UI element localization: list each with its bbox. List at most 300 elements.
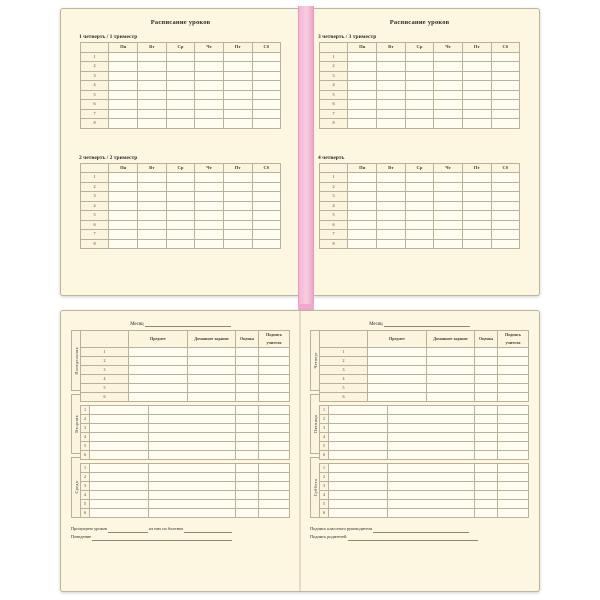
- lesson-cell[interactable]: [166, 182, 195, 192]
- table-row[interactable]: [80, 52, 280, 62]
- lesson-cell[interactable]: [223, 239, 252, 249]
- lesson-cell[interactable]: [195, 230, 224, 240]
- mark-cell[interactable]: [475, 357, 498, 366]
- lesson-cell[interactable]: [491, 71, 520, 81]
- table-row[interactable]: [320, 473, 529, 482]
- table-row[interactable]: [81, 424, 290, 433]
- mark-cell[interactable]: [475, 375, 498, 384]
- mark-cell[interactable]: [236, 451, 259, 460]
- homework-table-monday[interactable]: [80, 330, 290, 402]
- parents-input-rule[interactable]: [348, 535, 478, 541]
- lesson-cell[interactable]: [434, 109, 463, 119]
- lesson-cell[interactable]: [166, 211, 195, 221]
- lesson-cell[interactable]: [166, 109, 195, 119]
- table-row[interactable]: [80, 100, 280, 110]
- table-row[interactable]: [319, 211, 519, 221]
- homework-cell[interactable]: [427, 375, 475, 384]
- homework-cell[interactable]: [188, 375, 236, 384]
- mark-cell[interactable]: [236, 464, 259, 473]
- lesson-cell[interactable]: [348, 100, 377, 110]
- signature-cell[interactable]: [498, 482, 529, 491]
- lesson-cell[interactable]: [377, 182, 406, 192]
- signature-cell[interactable]: [259, 384, 290, 393]
- table-row[interactable]: [319, 230, 519, 240]
- table-row[interactable]: [320, 491, 529, 500]
- lesson-cell[interactable]: [166, 201, 195, 211]
- signature-cell[interactable]: [259, 442, 290, 451]
- table-row[interactable]: [81, 433, 290, 442]
- signature-cell[interactable]: [259, 366, 290, 375]
- table-row[interactable]: [81, 348, 290, 357]
- lesson-cell[interactable]: [491, 62, 520, 72]
- lesson-cell[interactable]: [223, 90, 252, 100]
- lesson-cell[interactable]: [348, 182, 377, 192]
- table-row[interactable]: [80, 90, 280, 100]
- lesson-cell[interactable]: [138, 62, 167, 72]
- lesson-cell[interactable]: [109, 239, 138, 249]
- subject-cell[interactable]: [90, 451, 149, 460]
- lesson-cell[interactable]: [377, 62, 406, 72]
- lesson-cell[interactable]: [434, 90, 463, 100]
- lesson-cell[interactable]: [434, 182, 463, 192]
- lesson-cell[interactable]: [491, 119, 520, 129]
- lesson-cell[interactable]: [377, 230, 406, 240]
- homework-cell[interactable]: [427, 348, 475, 357]
- lesson-cell[interactable]: [195, 239, 224, 249]
- homework-cell[interactable]: [149, 451, 236, 460]
- mark-cell[interactable]: [475, 442, 498, 451]
- table-row[interactable]: [319, 62, 519, 72]
- lesson-cell[interactable]: [109, 100, 138, 110]
- mark-cell[interactable]: [236, 500, 259, 509]
- lesson-cell[interactable]: [462, 239, 491, 249]
- lesson-cell[interactable]: [434, 192, 463, 202]
- lesson-cell[interactable]: [405, 211, 434, 221]
- lesson-cell[interactable]: [434, 81, 463, 91]
- lesson-cell[interactable]: [195, 81, 224, 91]
- mark-cell[interactable]: [236, 375, 259, 384]
- table-row[interactable]: [80, 173, 280, 183]
- lesson-cell[interactable]: [377, 81, 406, 91]
- signature-cell[interactable]: [259, 491, 290, 500]
- mark-cell[interactable]: [475, 451, 498, 460]
- lesson-cell[interactable]: [348, 211, 377, 221]
- behaviour-input-rule[interactable]: [92, 535, 232, 541]
- signature-cell[interactable]: [259, 473, 290, 482]
- subject-cell[interactable]: [368, 348, 427, 357]
- table-row[interactable]: [320, 406, 529, 415]
- subject-cell[interactable]: [329, 442, 388, 451]
- table-row[interactable]: [81, 415, 290, 424]
- homework-cell[interactable]: [188, 366, 236, 375]
- subject-cell[interactable]: [329, 509, 388, 518]
- lesson-cell[interactable]: [377, 173, 406, 183]
- lesson-cell[interactable]: [252, 90, 281, 100]
- lesson-cell[interactable]: [252, 220, 281, 230]
- mark-cell[interactable]: [475, 433, 498, 442]
- lesson-cell[interactable]: [223, 100, 252, 110]
- lesson-cell[interactable]: [223, 81, 252, 91]
- mark-cell[interactable]: [236, 491, 259, 500]
- lesson-cell[interactable]: [377, 109, 406, 119]
- lesson-cell[interactable]: [405, 52, 434, 62]
- lesson-cell[interactable]: [348, 201, 377, 211]
- homework-cell[interactable]: [427, 357, 475, 366]
- homework-cell[interactable]: [188, 384, 236, 393]
- mark-cell[interactable]: [475, 393, 498, 402]
- table-row[interactable]: [320, 384, 529, 393]
- subject-cell[interactable]: [329, 433, 388, 442]
- lesson-cell[interactable]: [138, 173, 167, 183]
- lesson-cell[interactable]: [348, 109, 377, 119]
- table-row[interactable]: [319, 173, 519, 183]
- lesson-cell[interactable]: [109, 119, 138, 129]
- schedule-table-q1[interactable]: [80, 42, 281, 129]
- table-row[interactable]: [80, 81, 280, 91]
- lesson-cell[interactable]: [377, 90, 406, 100]
- lesson-cell[interactable]: [138, 109, 167, 119]
- lesson-cell[interactable]: [434, 220, 463, 230]
- subject-cell[interactable]: [90, 415, 149, 424]
- lesson-cell[interactable]: [377, 211, 406, 221]
- lesson-cell[interactable]: [491, 211, 520, 221]
- table-row[interactable]: [319, 192, 519, 202]
- lesson-cell[interactable]: [109, 62, 138, 72]
- lesson-cell[interactable]: [405, 100, 434, 110]
- lesson-cell[interactable]: [223, 71, 252, 81]
- subject-cell[interactable]: [90, 464, 149, 473]
- signature-cell[interactable]: [259, 415, 290, 424]
- table-row[interactable]: [320, 482, 529, 491]
- lesson-cell[interactable]: [491, 52, 520, 62]
- lesson-cell[interactable]: [377, 71, 406, 81]
- homework-cell[interactable]: [427, 384, 475, 393]
- table-row[interactable]: [320, 433, 529, 442]
- lesson-cell[interactable]: [491, 81, 520, 91]
- lesson-cell[interactable]: [252, 201, 281, 211]
- table-row[interactable]: [81, 491, 290, 500]
- lesson-cell[interactable]: [462, 230, 491, 240]
- table-row[interactable]: [320, 375, 529, 384]
- table-row[interactable]: [81, 384, 290, 393]
- lesson-cell[interactable]: [195, 173, 224, 183]
- lesson-cell[interactable]: [223, 119, 252, 129]
- lesson-cell[interactable]: [195, 220, 224, 230]
- lesson-cell[interactable]: [138, 182, 167, 192]
- mark-cell[interactable]: [236, 366, 259, 375]
- signature-cell[interactable]: [498, 473, 529, 482]
- signature-cell[interactable]: [498, 464, 529, 473]
- subject-cell[interactable]: [90, 509, 149, 518]
- lesson-cell[interactable]: [462, 71, 491, 81]
- lesson-cell[interactable]: [138, 100, 167, 110]
- lesson-cell[interactable]: [491, 173, 520, 183]
- signature-cell[interactable]: [498, 406, 529, 415]
- lesson-cell[interactable]: [462, 211, 491, 221]
- mark-cell[interactable]: [236, 509, 259, 518]
- subject-cell[interactable]: [129, 366, 188, 375]
- subject-cell[interactable]: [329, 500, 388, 509]
- subject-cell[interactable]: [368, 393, 427, 402]
- lesson-cell[interactable]: [348, 71, 377, 81]
- lesson-cell[interactable]: [252, 71, 281, 81]
- mark-cell[interactable]: [236, 424, 259, 433]
- schedule-table-q2[interactable]: [80, 163, 281, 250]
- subject-cell[interactable]: [329, 464, 388, 473]
- lesson-cell[interactable]: [195, 52, 224, 62]
- table-row[interactable]: [320, 357, 529, 366]
- lesson-cell[interactable]: [252, 100, 281, 110]
- lesson-cell[interactable]: [462, 52, 491, 62]
- lesson-cell[interactable]: [223, 192, 252, 202]
- subject-cell[interactable]: [329, 406, 388, 415]
- lesson-cell[interactable]: [377, 239, 406, 249]
- homework-cell[interactable]: [388, 473, 475, 482]
- lesson-cell[interactable]: [252, 182, 281, 192]
- lesson-cell[interactable]: [462, 173, 491, 183]
- homework-cell[interactable]: [188, 348, 236, 357]
- mark-cell[interactable]: [236, 433, 259, 442]
- mark-cell[interactable]: [236, 357, 259, 366]
- lesson-cell[interactable]: [195, 192, 224, 202]
- lesson-cell[interactable]: [462, 109, 491, 119]
- signature-cell[interactable]: [498, 375, 529, 384]
- homework-table-thursday[interactable]: [319, 330, 529, 402]
- lesson-cell[interactable]: [138, 230, 167, 240]
- lesson-cell[interactable]: [223, 230, 252, 240]
- mark-cell[interactable]: [236, 442, 259, 451]
- lesson-cell[interactable]: [434, 119, 463, 129]
- signature-cell[interactable]: [498, 415, 529, 424]
- signature-cell[interactable]: [498, 509, 529, 518]
- lesson-cell[interactable]: [195, 100, 224, 110]
- lesson-cell[interactable]: [166, 100, 195, 110]
- table-row[interactable]: [81, 500, 290, 509]
- lesson-cell[interactable]: [462, 182, 491, 192]
- homework-cell[interactable]: [427, 366, 475, 375]
- lesson-cell[interactable]: [377, 201, 406, 211]
- lesson-cell[interactable]: [405, 201, 434, 211]
- table-row[interactable]: [81, 451, 290, 460]
- signature-cell[interactable]: [498, 442, 529, 451]
- table-row[interactable]: [81, 482, 290, 491]
- signature-cell[interactable]: [498, 366, 529, 375]
- homework-cell[interactable]: [149, 442, 236, 451]
- lesson-cell[interactable]: [223, 62, 252, 72]
- homework-cell[interactable]: [149, 491, 236, 500]
- table-row[interactable]: [81, 406, 290, 415]
- lesson-cell[interactable]: [491, 100, 520, 110]
- mark-cell[interactable]: [475, 415, 498, 424]
- month-field[interactable]: [71, 321, 290, 327]
- homework-cell[interactable]: [149, 500, 236, 509]
- subject-cell[interactable]: [90, 500, 149, 509]
- signature-cell[interactable]: [259, 482, 290, 491]
- schedule-table-q4[interactable]: [319, 163, 520, 250]
- lesson-cell[interactable]: [223, 109, 252, 119]
- lesson-cell[interactable]: [405, 230, 434, 240]
- lesson-cell[interactable]: [491, 192, 520, 202]
- homework-cell[interactable]: [388, 406, 475, 415]
- table-row[interactable]: [80, 211, 280, 221]
- subject-cell[interactable]: [329, 491, 388, 500]
- lesson-cell[interactable]: [109, 109, 138, 119]
- homework-cell[interactable]: [149, 464, 236, 473]
- mark-cell[interactable]: [475, 473, 498, 482]
- table-row[interactable]: [81, 464, 290, 473]
- lesson-cell[interactable]: [405, 239, 434, 249]
- signature-cell[interactable]: [259, 424, 290, 433]
- homework-cell[interactable]: [149, 415, 236, 424]
- signature-cell[interactable]: [259, 433, 290, 442]
- lesson-cell[interactable]: [138, 239, 167, 249]
- lesson-cell[interactable]: [166, 62, 195, 72]
- lesson-cell[interactable]: [252, 230, 281, 240]
- subject-cell[interactable]: [329, 415, 388, 424]
- lesson-cell[interactable]: [491, 90, 520, 100]
- signature-cell[interactable]: [259, 348, 290, 357]
- lesson-cell[interactable]: [434, 201, 463, 211]
- homework-cell[interactable]: [388, 433, 475, 442]
- mark-cell[interactable]: [236, 406, 259, 415]
- lesson-cell[interactable]: [462, 90, 491, 100]
- lesson-cell[interactable]: [377, 52, 406, 62]
- mark-cell[interactable]: [475, 464, 498, 473]
- lesson-cell[interactable]: [138, 192, 167, 202]
- table-row[interactable]: [80, 201, 280, 211]
- table-row[interactable]: [80, 239, 280, 249]
- table-row[interactable]: [319, 52, 519, 62]
- signature-cell[interactable]: [498, 357, 529, 366]
- lesson-cell[interactable]: [223, 201, 252, 211]
- lesson-cell[interactable]: [109, 220, 138, 230]
- lesson-cell[interactable]: [405, 62, 434, 72]
- table-row[interactable]: [319, 109, 519, 119]
- subject-cell[interactable]: [90, 473, 149, 482]
- table-row[interactable]: [81, 375, 290, 384]
- lesson-cell[interactable]: [405, 220, 434, 230]
- lesson-cell[interactable]: [434, 62, 463, 72]
- mark-cell[interactable]: [236, 482, 259, 491]
- table-row[interactable]: [320, 348, 529, 357]
- lesson-cell[interactable]: [138, 119, 167, 129]
- subject-cell[interactable]: [129, 357, 188, 366]
- table-row[interactable]: [320, 500, 529, 509]
- lesson-cell[interactable]: [405, 119, 434, 129]
- subject-cell[interactable]: [329, 473, 388, 482]
- lesson-cell[interactable]: [491, 239, 520, 249]
- table-row[interactable]: [319, 182, 519, 192]
- month-input-rule[interactable]: [384, 321, 470, 327]
- homework-cell[interactable]: [388, 415, 475, 424]
- table-row[interactable]: [319, 201, 519, 211]
- subject-cell[interactable]: [90, 491, 149, 500]
- lesson-cell[interactable]: [138, 201, 167, 211]
- lesson-cell[interactable]: [434, 211, 463, 221]
- subject-cell[interactable]: [129, 375, 188, 384]
- homework-cell[interactable]: [388, 500, 475, 509]
- homework-table-saturday[interactable]: [319, 463, 529, 518]
- table-row[interactable]: [320, 366, 529, 375]
- lesson-cell[interactable]: [166, 239, 195, 249]
- lesson-cell[interactable]: [138, 90, 167, 100]
- subject-cell[interactable]: [129, 384, 188, 393]
- subject-cell[interactable]: [329, 451, 388, 460]
- lesson-cell[interactable]: [377, 192, 406, 202]
- lesson-cell[interactable]: [348, 230, 377, 240]
- lesson-cell[interactable]: [405, 173, 434, 183]
- subject-cell[interactable]: [90, 442, 149, 451]
- table-row[interactable]: [320, 415, 529, 424]
- lesson-cell[interactable]: [405, 81, 434, 91]
- lesson-cell[interactable]: [195, 71, 224, 81]
- mark-cell[interactable]: [236, 473, 259, 482]
- lesson-cell[interactable]: [109, 52, 138, 62]
- mark-cell[interactable]: [236, 384, 259, 393]
- lesson-cell[interactable]: [405, 90, 434, 100]
- subject-cell[interactable]: [90, 424, 149, 433]
- table-row[interactable]: [80, 230, 280, 240]
- lesson-cell[interactable]: [405, 192, 434, 202]
- lesson-cell[interactable]: [434, 100, 463, 110]
- lesson-cell[interactable]: [405, 109, 434, 119]
- homework-cell[interactable]: [149, 509, 236, 518]
- table-row[interactable]: [80, 109, 280, 119]
- lesson-cell[interactable]: [138, 211, 167, 221]
- signature-cell[interactable]: [259, 500, 290, 509]
- lesson-cell[interactable]: [348, 52, 377, 62]
- homework-table-wednesday[interactable]: [80, 463, 290, 518]
- lesson-cell[interactable]: [166, 119, 195, 129]
- lesson-cell[interactable]: [109, 211, 138, 221]
- signature-cell[interactable]: [498, 424, 529, 433]
- lesson-cell[interactable]: [252, 81, 281, 91]
- homework-cell[interactable]: [149, 482, 236, 491]
- table-row[interactable]: [80, 119, 280, 129]
- lesson-cell[interactable]: [377, 220, 406, 230]
- lesson-cell[interactable]: [462, 119, 491, 129]
- month-field[interactable]: [310, 321, 529, 327]
- homework-cell[interactable]: [388, 464, 475, 473]
- lesson-cell[interactable]: [252, 62, 281, 72]
- homework-cell[interactable]: [149, 433, 236, 442]
- table-row[interactable]: [80, 220, 280, 230]
- homework-cell[interactable]: [149, 424, 236, 433]
- homework-table-tuesday[interactable]: [80, 405, 290, 460]
- lesson-cell[interactable]: [405, 71, 434, 81]
- lesson-cell[interactable]: [348, 90, 377, 100]
- signature-cell[interactable]: [259, 464, 290, 473]
- lesson-cell[interactable]: [195, 182, 224, 192]
- table-row[interactable]: [320, 509, 529, 518]
- lesson-cell[interactable]: [348, 192, 377, 202]
- lesson-cell[interactable]: [195, 62, 224, 72]
- signature-cell[interactable]: [498, 491, 529, 500]
- mark-cell[interactable]: [475, 406, 498, 415]
- lesson-cell[interactable]: [195, 211, 224, 221]
- signature-cell[interactable]: [498, 393, 529, 402]
- lesson-cell[interactable]: [348, 119, 377, 129]
- signature-cell[interactable]: [259, 406, 290, 415]
- lesson-cell[interactable]: [462, 100, 491, 110]
- lesson-cell[interactable]: [109, 192, 138, 202]
- lesson-cell[interactable]: [138, 220, 167, 230]
- lesson-cell[interactable]: [166, 230, 195, 240]
- lesson-cell[interactable]: [434, 71, 463, 81]
- lesson-cell[interactable]: [434, 173, 463, 183]
- lesson-cell[interactable]: [166, 52, 195, 62]
- homework-cell[interactable]: [188, 357, 236, 366]
